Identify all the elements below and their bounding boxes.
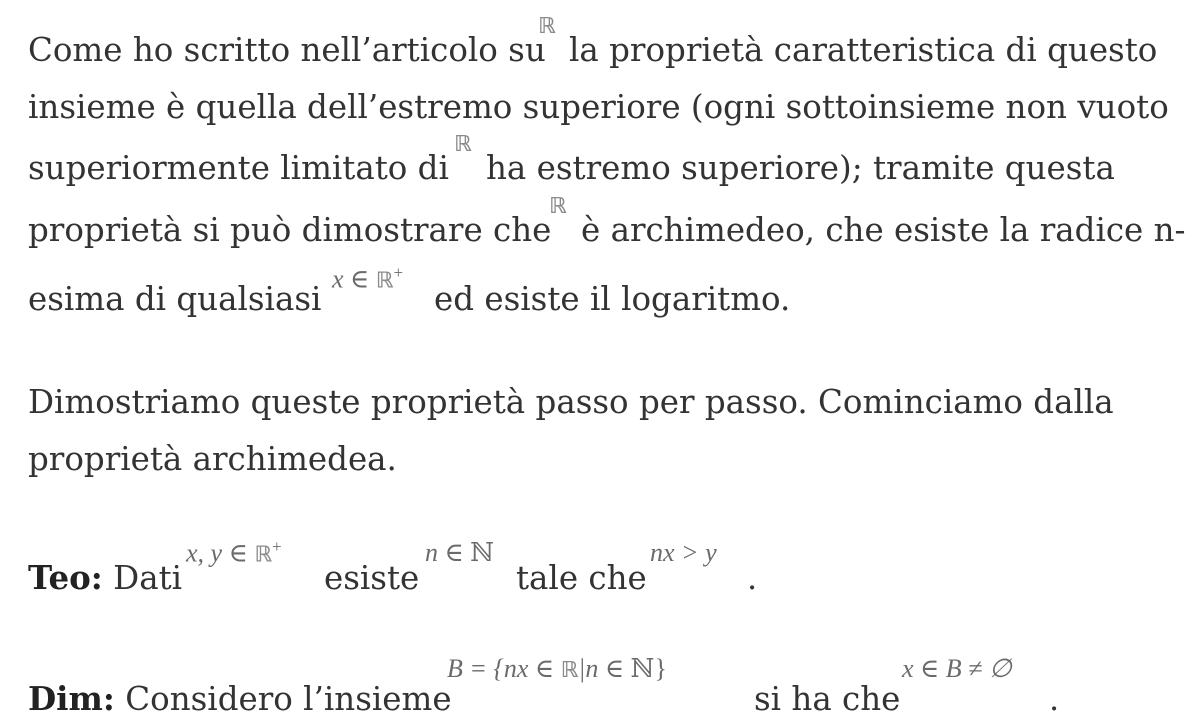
text: la proprietà caratteristica di questo xyxy=(569,31,1158,69)
text: Dimostriamo queste proprietà passo per passo. Cominciamo dalla xyxy=(28,383,1114,421)
proof-line xyxy=(28,679,452,718)
paragraph-1-line-1-cont xyxy=(569,31,1158,69)
text: Come ho scritto nell’articolo su xyxy=(28,31,546,69)
proof-line-cont xyxy=(754,680,901,718)
text: superiormente limitato di xyxy=(28,149,449,187)
theorem-label: Teo: xyxy=(28,558,103,597)
text: si ha che xyxy=(754,680,901,718)
paragraph-1-line-2 xyxy=(28,88,1169,126)
math-x-in-R-plus: x ∈ ℝ+ xyxy=(332,263,404,294)
proof-period: . xyxy=(1049,680,1060,718)
math-x-in-B-nonempty: x ∈ B ≠ ∅ xyxy=(902,654,1012,683)
paragraph-2-line-2 xyxy=(28,440,397,478)
math-R-symbol: ℝ xyxy=(549,194,567,219)
math-set-B: B = {nx ∈ ℝ|n ∈ ℕ} xyxy=(447,654,667,683)
text: tale che xyxy=(516,559,647,597)
text: è archimedeo, che esiste la radice n- xyxy=(581,211,1186,249)
paragraph-1-line-1 xyxy=(28,31,546,69)
math-nx-gt-y: nx > y xyxy=(650,538,717,567)
math-R-symbol: ℝ xyxy=(454,132,472,157)
paragraph-1-line-3 xyxy=(28,149,449,187)
text: ha estremo superiore); tramite questa xyxy=(486,149,1115,187)
text: esiste xyxy=(324,559,420,597)
theorem-period: . xyxy=(747,559,758,597)
math-n-in-N: n ∈ ℕ xyxy=(425,538,495,567)
paragraph-2-line-1 xyxy=(28,383,1114,421)
text: proprietà archimedea. xyxy=(28,440,397,478)
paragraph-1-line-4-cont xyxy=(581,211,1186,249)
paragraph-1-line-4 xyxy=(28,211,552,249)
paragraph-1-line-5 xyxy=(28,280,322,318)
theorem-line-cont-1 xyxy=(324,559,420,597)
text: Considero l’insieme xyxy=(125,680,452,718)
text: esima di qualsiasi xyxy=(28,280,322,318)
math-R-symbol: ℝ xyxy=(538,14,556,39)
text: insieme è quella dell’estremo superiore (ogni sottoinsieme non vuoto xyxy=(28,88,1169,126)
math-xy-in-R-plus: x, y ∈ ℝ+ xyxy=(186,537,282,568)
paragraph-1-line-3-cont xyxy=(486,149,1115,187)
text: Dati xyxy=(113,559,183,597)
text: ed esiste il logaritmo. xyxy=(434,280,791,318)
theorem-line-cont-2 xyxy=(516,559,647,597)
text: proprietà si può dimostrare che xyxy=(28,211,552,249)
paragraph-1-line-5-cont xyxy=(434,280,791,318)
theorem-line xyxy=(28,558,183,597)
proof-label: Dim: xyxy=(28,679,115,718)
